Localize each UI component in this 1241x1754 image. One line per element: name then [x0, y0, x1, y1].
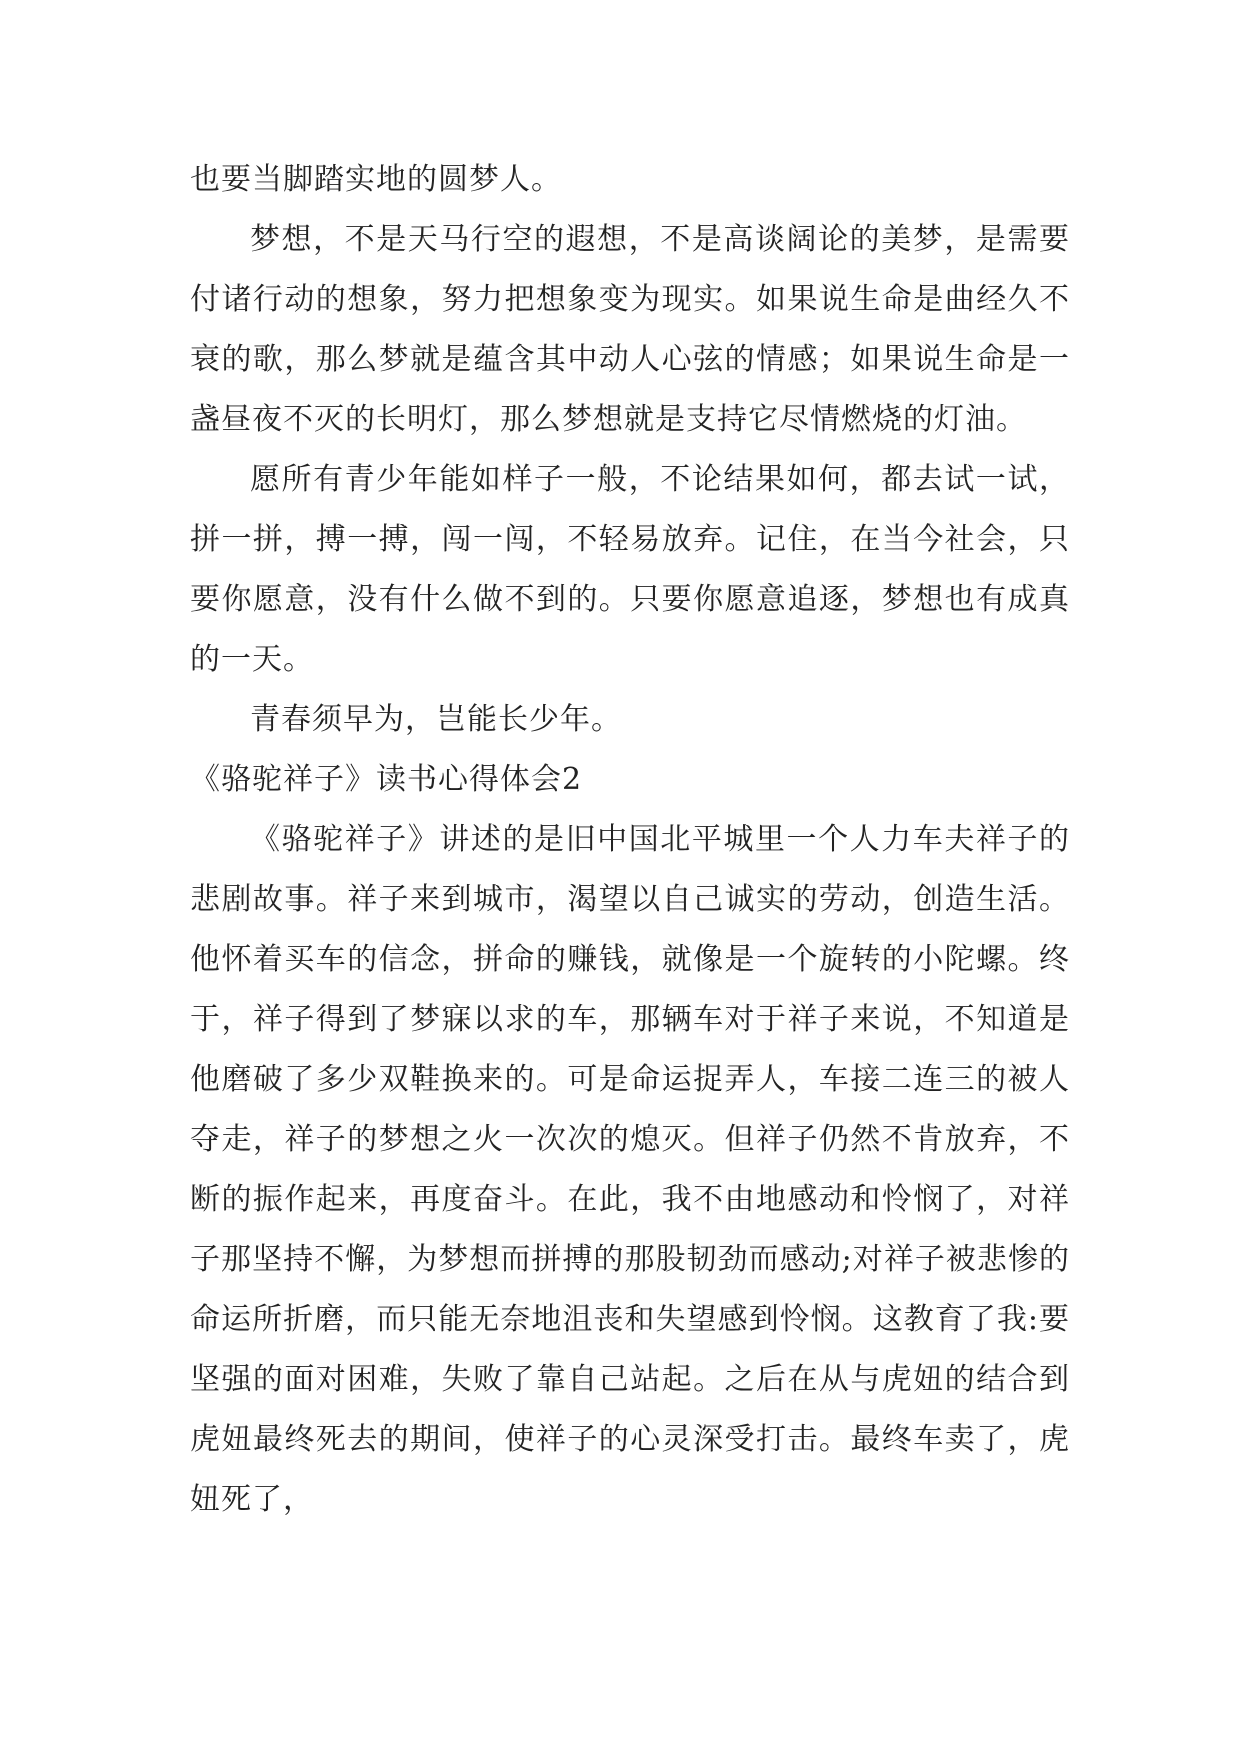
document-page [190, 150, 1070, 1530]
paragraph-dream-definition: 梦想，不是天马行空的遐想，不是高谈阔论的美梦，是需要付诸行动的想象，努力把想象变为现实。如果说生命是曲经久不衰的歌，那么梦就是蕴含其中动人心弦的情感；如果说生命是一盏昼夜不灭的长明灯，那么梦想就是支持它尽情燃烧的灯油。 [190, 222, 1070, 437]
paragraph-youth-wish: 愿所有青少年能如样子一般，不论结果如何，都去试一试，拼一拼，搏一搏，闯一闯，不轻易放弃。记住，在当今社会，只要你愿意，没有什么做不到的。只要你愿意追逐，梦想也有成真的一天。 [190, 462, 1070, 677]
paragraph-story-summary: 《骆驼祥子》讲述的是旧中国北平城里一个人力车夫祥子的悲剧故事。祥子来到城市，渴望以自己诚实的劳动，创造生活。他怀着买车的信念，拼命的赚钱，就像是一个旋转的小陀螺。终于，祥子得到了梦寐以求的车，那辆车对于祥子来说，不知道是他磨破了多少双鞋换来的。可是命运捉弄人，车接二连三的被人夺走，祥子的梦想之火一次次的熄灭。但祥子仍然不肯放弃，不断的振作起来，再度奋斗。在此，我不由地感动和怜悯了，对祥子那坚持不懈，为梦想而拼搏的那股韧劲而感动;对祥子被悲惨的命运所折磨，而只能无奈地沮丧和失望感到怜悯。这教育了我:要坚强的面对困难，失败了靠自己站起。之后在从与虎妞的结合到虎妞最终死去的期间，使祥子的心灵深受打击。最终车卖了，虎妞死了， [190, 822, 1070, 1517]
section-title: 《骆驼祥子》读书心得体会2 [190, 762, 583, 797]
paragraph-youth-quote: 青春须早为，岂能长少年。 [250, 702, 622, 737]
paragraph-continuation: 也要当脚踏实地的圆梦人。 [190, 162, 562, 197]
